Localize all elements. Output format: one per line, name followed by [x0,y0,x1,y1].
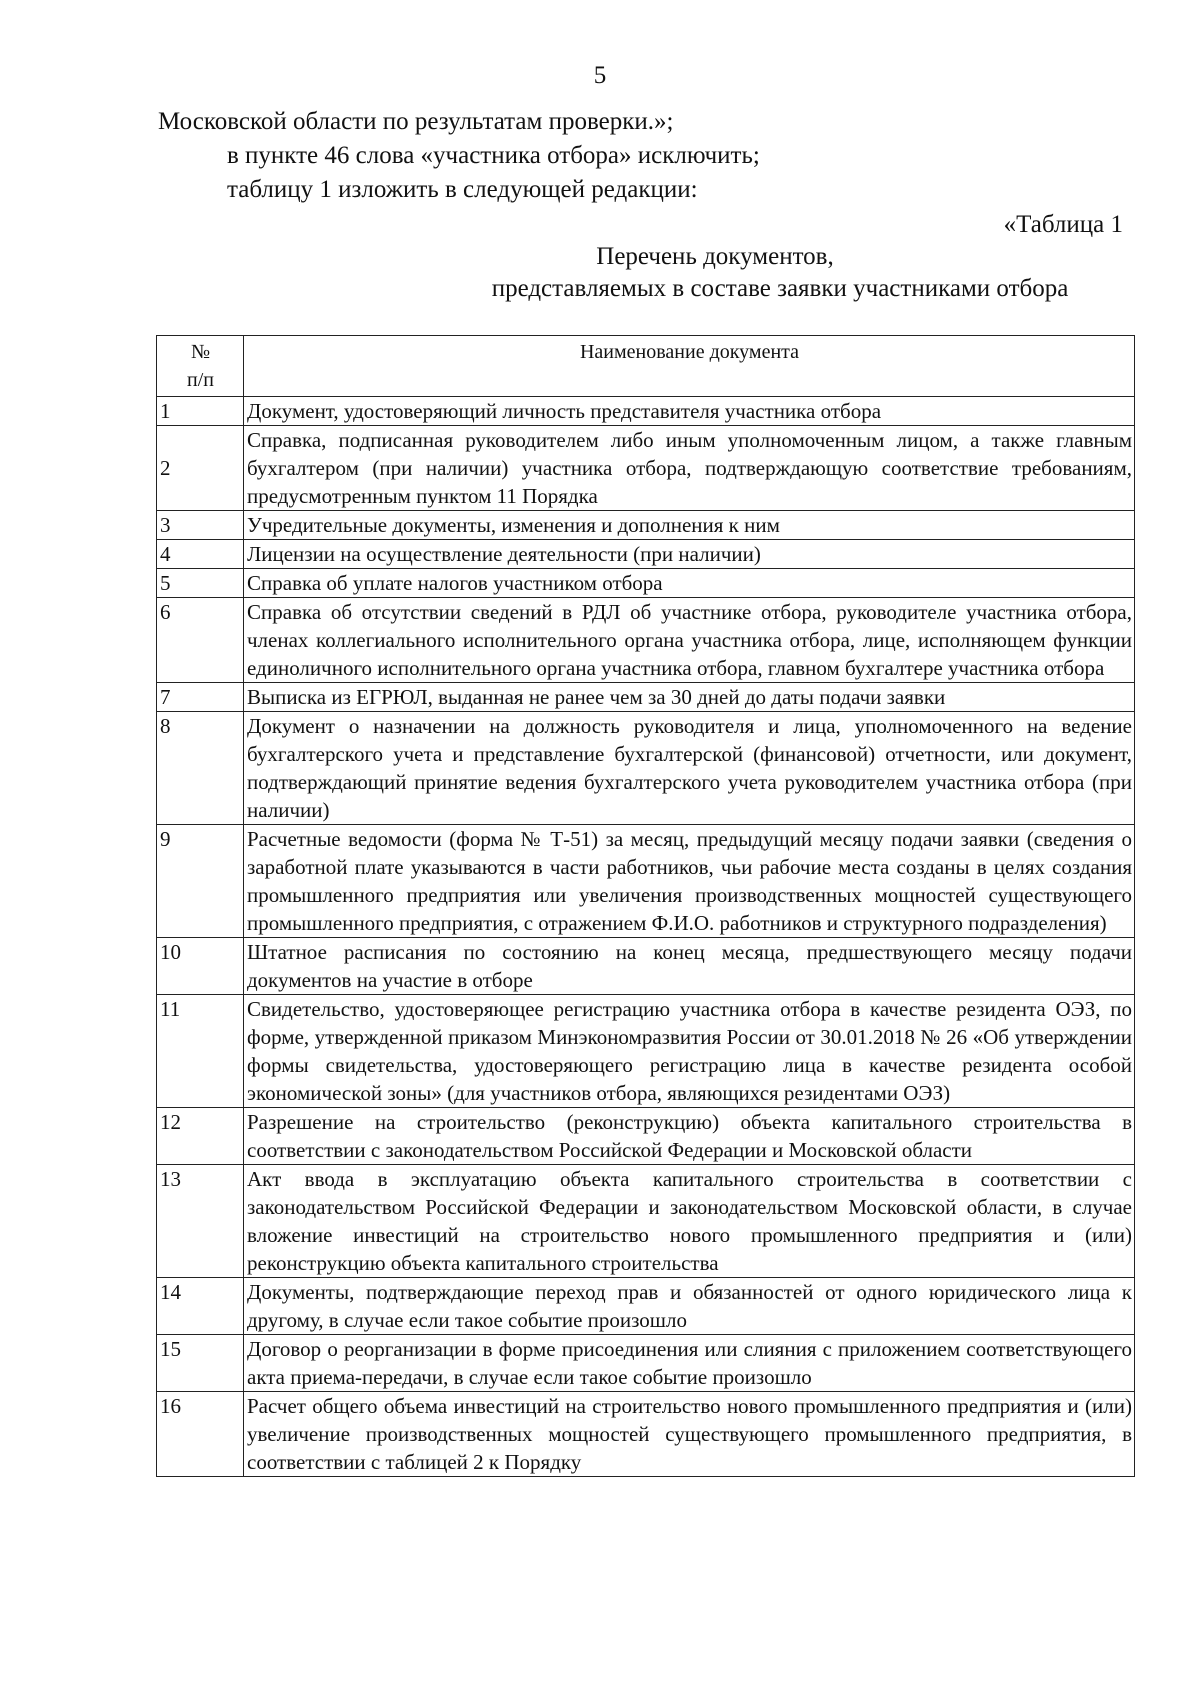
row-number: 9 [157,825,244,938]
table-row [157,1108,1135,1165]
intro-line-2: в пункте 46 слова «участника отбора» исключить; [227,142,760,169]
table-row [157,712,1135,825]
table-label: «Таблица 1 [1003,211,1123,238]
row-number: 6 [157,598,244,683]
row-number: 4 [157,540,244,569]
row-number: 10 [157,938,244,995]
table-row [157,1165,1135,1278]
documents-table [156,335,1135,1477]
row-number: 1 [157,397,244,426]
row-document-name: Свидетельство, удостоверяющее регистрацию участника отбора в качестве резидента ОЭЗ, по форме, утвержденной приказом Минэкономразвития России от 30.01.2018 № 26 «Об утверждении формы свидетельства, удостоверяющего регистрацию лица в качестве резидента особой экономической зоны» (для участников отбора, являющихся резидентами ОЭЗ) [244,995,1135,1108]
header-number-column [157,336,244,397]
page-number: 5 [593,62,607,89]
row-document-name: Выписка из ЕГРЮЛ, выданная не ранее чем за 30 дней до даты подачи заявки [244,683,1135,712]
table-row [157,938,1135,995]
row-number: 16 [157,1392,244,1477]
row-number: 2 [157,426,244,511]
row-number: 11 [157,995,244,1108]
header-number-symbol: № [190,341,211,363]
row-document-name: Расчетные ведомости (форма № Т-51) за месяц, предыдущий месяцу подачи заявки (сведения о заработной плате указываются в части работников, чьи рабочие места созданы в целях создания промышленного предприятия или увеличения производственных мощностей существующего промышленного предприятия, с отражением Ф.И.О. работников и структурного подразделения) [244,825,1135,938]
intro-line-3: таблицу 1 изложить в следующей редакции: [227,176,698,203]
table-row [157,995,1135,1108]
row-document-name: Расчет общего объема инвестиций на строительство нового промышленного предприятия и (или) увеличение производственных мощностей существующего промышленного предприятия, в соответствии с таблицей 2 к Порядку [244,1392,1135,1477]
table-row [157,598,1135,683]
table-header-row [157,336,1135,397]
table-row [157,1392,1135,1477]
row-number: 5 [157,569,244,598]
table-row [157,1335,1135,1392]
row-number: 12 [157,1108,244,1165]
row-document-name: Лицензии на осуществление деятельности (при наличии) [244,540,1135,569]
table-row [157,511,1135,540]
table-row [157,683,1135,712]
row-number: 14 [157,1278,244,1335]
header-number-abbrev: п/п [187,369,214,391]
row-number: 3 [157,511,244,540]
row-number: 7 [157,683,244,712]
table-row [157,426,1135,511]
row-document-name: Документ, удостоверяющий личность представителя участника отбора [244,397,1135,426]
row-document-name: Справка об уплате налогов участником отбора [244,569,1135,598]
table-title [150,241,1200,305]
row-number: 13 [157,1165,244,1278]
row-document-name: Справка, подписанная руководителем либо иным уполномоченным лицом, а также главным бухгалтером (при наличии) участника отбора, подтверждающую соответствие требованиям, предусмотренным пунктом 11 Порядка [244,426,1135,511]
table-row [157,825,1135,938]
table-row [157,540,1135,569]
row-number: 8 [157,712,244,825]
table-row [157,569,1135,598]
row-document-name: Разрешение на строительство (реконструкцию) объекта капитального строительства в соответствии с законодательством Российской Федерации и Московской области [244,1108,1135,1165]
header-name-column: Наименование документа [244,336,1135,397]
row-document-name: Учредительные документы, изменения и дополнения к ним [244,511,1135,540]
row-document-name: Справка об отсутствии сведений в РДЛ об участнике отбора, руководителе участника отбора, членах коллегиального исполнительного органа участника отбора, лице, исполняющем функции единоличного исполнительного органа участника отбора, главном бухгалтере участника отбора [244,598,1135,683]
table-title-line-1: Перечень документов, [596,243,834,270]
row-number: 15 [157,1335,244,1392]
table-row [157,397,1135,426]
row-document-name: Акт ввода в эксплуатацию объекта капитального строительства в соответствии с законодательством Российской Федерации и законодательством Московской области, в случае вложение инвестиций на строительство нового промышленного предприятия и (или) реконструкцию объекта капитального строительства [244,1165,1135,1278]
intro-line-1: Московской области по результатам проверки.»; [158,108,674,135]
row-document-name: Штатное расписания по состоянию на конец месяца, предшествующего месяцу подачи документов на участие в отборе [244,938,1135,995]
row-document-name: Договор о реорганизации в форме присоединения или слияния с приложением соответствующего акта приема-передачи, в случае если такое событие произошло [244,1335,1135,1392]
row-document-name: Документ о назначении на должность руководителя и лица, уполномоченного на ведение бухгалтерского учета и представление бухгалтерской (финансовой) отчетности, или документ, подтверждающий принятие ведения бухгалтерского учета руководителем участника отбора (при наличии) [244,712,1135,825]
table-row [157,1278,1135,1335]
table-title-line-2: представляемых в составе заявки участниками отбора [491,275,1069,302]
row-document-name: Документы, подтверждающие переход прав и обязанностей от одного юридического лица к другому, в случае если такое событие произошло [244,1278,1135,1335]
